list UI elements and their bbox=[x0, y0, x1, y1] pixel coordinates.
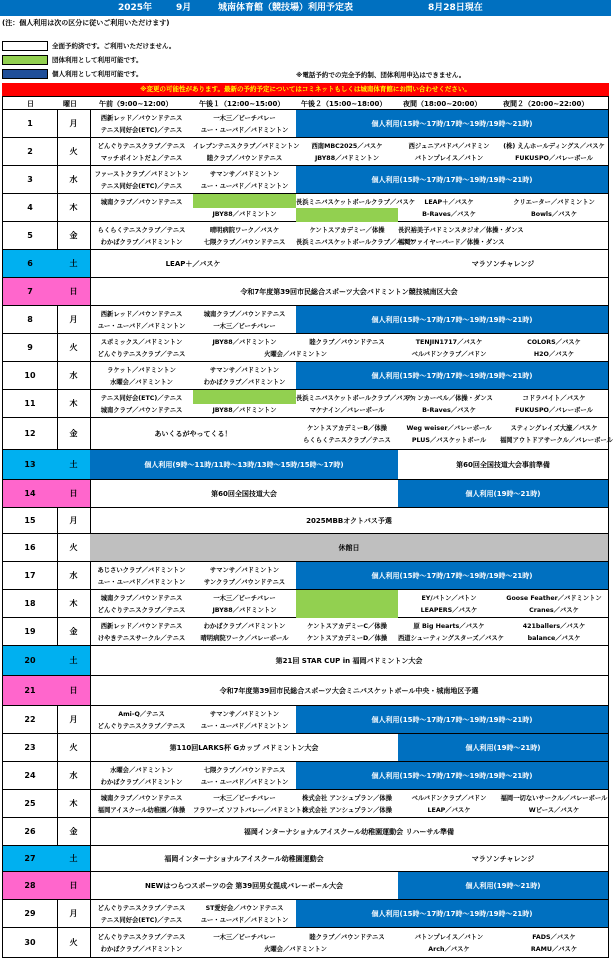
night-booking: ティンカーベル／体操・ダンス bbox=[405, 395, 493, 402]
legend-swatch-reserved bbox=[2, 41, 48, 51]
title-as-of: 8月28日現在 bbox=[428, 3, 483, 13]
schedule-row-19 bbox=[2, 618, 609, 646]
col-night1: 夜間（18:00~20:00） bbox=[403, 100, 482, 108]
personal-use-night-block: 個人利用(19時～21時) bbox=[398, 734, 608, 761]
title-month: 9月 bbox=[176, 3, 192, 13]
col-night2: 夜間２（20:00~22:00） bbox=[503, 100, 589, 108]
personal-use-block: 個人利用(15時～17時/17時～19時/19時～21時) bbox=[296, 362, 608, 389]
event-morning-afternoon: あいくるがやってくる！ bbox=[154, 429, 232, 438]
weekday: 木 bbox=[57, 590, 91, 617]
weekday: 火 bbox=[57, 138, 91, 165]
schedule-row-3 bbox=[2, 166, 609, 194]
schedule-row-20 bbox=[2, 646, 609, 676]
afternoon1-booking: 一木三／ビーチバレー bbox=[213, 595, 276, 602]
morning-booking: わかばクラブ／バドミントン bbox=[100, 239, 183, 246]
all-day-event: 休館日 bbox=[90, 534, 608, 561]
weekday: 月 bbox=[57, 110, 91, 137]
schedule-row-25 bbox=[2, 790, 609, 818]
schedule-row-22 bbox=[2, 706, 609, 734]
morning-booking: らくらくテニスクラブ／テニス bbox=[97, 227, 186, 234]
afternoon2-booking: 長浜ミニバスケットボールクラブ／バスケ bbox=[296, 199, 416, 206]
schedule-row-17 bbox=[2, 562, 609, 590]
afternoon1-booking: サンクラブ／バウンドテニス bbox=[203, 579, 286, 586]
afternoon1-booking: ST愛好会／バウンドテニス bbox=[205, 905, 284, 912]
afternoon2-booking: 長浜ミニバスケットボールクラブ／バスケ bbox=[296, 395, 416, 402]
legend-swatch-personal bbox=[2, 69, 48, 79]
day-number: 20 bbox=[3, 646, 58, 675]
day-number: 28 bbox=[3, 872, 58, 899]
weekday: 金 bbox=[57, 818, 91, 845]
afternoon1-booking: サマンサ／バドミントン bbox=[209, 171, 280, 178]
day-number: 9 bbox=[3, 334, 58, 361]
col-afternoon1: 午後１（12:00~15:00） bbox=[199, 100, 285, 108]
all-day-event: 令和7年度第39回市民総合スポーツ大会バドミントン競技城南区大会 bbox=[240, 287, 458, 296]
schedule-row-13 bbox=[2, 450, 609, 480]
col-day: 日 bbox=[27, 100, 34, 108]
weekday: 土 bbox=[57, 250, 91, 277]
morning-booking: 城南クラブ／バウンドテニス bbox=[100, 199, 183, 206]
afternoon2-booking: 睦クラブ／バウンドテニス bbox=[309, 339, 385, 346]
afternoon2-booking: JBY88／バドミントン bbox=[314, 155, 380, 162]
weekday: 火 bbox=[57, 734, 91, 761]
day-number: 8 bbox=[3, 306, 58, 333]
night2-booking: 421ballers／バスケ bbox=[522, 623, 586, 630]
day-number: 26 bbox=[3, 818, 58, 845]
morning-booking: テニス同好会(ETC)／テニス bbox=[100, 917, 183, 924]
day-number: 5 bbox=[3, 222, 58, 249]
night1-booking: B-Raves／バスケ bbox=[422, 407, 476, 414]
afternoon1-booking: フラワーズ ソフトバレー／バドミントン bbox=[193, 807, 308, 814]
afternoon1-booking: JBY88／バドミントン bbox=[212, 407, 277, 414]
schedule-row-4 bbox=[2, 194, 609, 222]
col-afternoon2: 午後２（15:00~18:00） bbox=[301, 100, 387, 108]
schedule-row-14 bbox=[2, 480, 609, 508]
morning-booking: あじさいクラブ／バドミントン bbox=[97, 567, 186, 574]
weekday: 土 bbox=[57, 646, 91, 675]
night2-booking: Goose Feather／バドミントン bbox=[506, 595, 602, 602]
weekday: 月 bbox=[57, 306, 91, 333]
afternoon1-booking: サマンサ／バドミントン bbox=[209, 367, 280, 374]
weekday: 水 bbox=[57, 166, 91, 193]
group-available-cell bbox=[296, 604, 398, 618]
afternoon1-booking: ユー・ユーバド／バドミントン bbox=[200, 723, 289, 730]
afternoon2-booking: 長浜ミニバスケットボールクラブ／バスケ bbox=[296, 239, 416, 246]
weekday: 日 bbox=[57, 872, 91, 899]
afternoon1-booking: 晴明病院ワーク／バレーボール bbox=[200, 635, 289, 642]
morning-booking: ファーストクラブ／バドミントン bbox=[94, 171, 189, 178]
morning-booking: マッチポイントだよ／テニス bbox=[100, 155, 183, 162]
weekday: 月 bbox=[57, 900, 91, 927]
night1-booking: 西道シューティングスターズ／バスケ bbox=[398, 635, 504, 642]
usage-note: (注：個人利用は次の区分に従いご利用いただけます) bbox=[2, 19, 170, 27]
schedule-row-30 bbox=[2, 928, 609, 958]
change-alert: ※変更の可能性があります。最新の予約予定についてはコミネットもしくは城南体育館にお問い合わせください。 bbox=[2, 83, 609, 96]
afternoon1-booking: JBY88／バドミントン bbox=[212, 339, 277, 346]
weekday: 火 bbox=[57, 534, 91, 561]
night1-booking: ベルバドンクラブ／バドン bbox=[411, 351, 487, 358]
weekday: 日 bbox=[57, 676, 91, 705]
night2-booking: balance／バスケ bbox=[527, 635, 581, 642]
afternoon2-booking: ケントスアカデミーD／体操 bbox=[306, 635, 388, 642]
weekday: 日 bbox=[57, 278, 91, 305]
weekday: 土 bbox=[57, 846, 91, 871]
night1-booking: Arch／バスケ bbox=[428, 946, 470, 953]
morning-booking: 水曜会／バドミントン bbox=[110, 767, 173, 774]
afternoon2-booking: 睦クラブ／バウンドテニス bbox=[309, 934, 385, 941]
weekday: 水 bbox=[57, 762, 91, 789]
personal-use-block: 個人利用(15時～17時/17時～19時/19時～21時) bbox=[296, 306, 608, 333]
night2-booking: COLORS／バスケ bbox=[527, 339, 581, 346]
schedule-row-24 bbox=[2, 762, 609, 790]
weekday: 水 bbox=[57, 562, 91, 589]
afternoon1-booking: JBY88／バドミントン bbox=[212, 211, 277, 218]
afternoon1-booking: サマンサ／バドミントン bbox=[209, 567, 280, 574]
day-number: 1 bbox=[3, 110, 58, 137]
night1-booking: 福岡ファイヤーバード／体操・ダンス bbox=[398, 239, 505, 246]
afternoon-booking: 火曜会／バドミントン bbox=[264, 351, 327, 358]
night1-booking: 西ジュニアバドバ／バドミン bbox=[408, 143, 490, 150]
weekday: 金 bbox=[57, 418, 91, 449]
night2-booking: 福岡一切ないサークル／バレーボール bbox=[500, 795, 608, 802]
night1-booking: LEAP＋／バスケ bbox=[424, 199, 474, 206]
afternoon1-booking: JBY88／バドミントン bbox=[212, 607, 277, 614]
night-booking: 原 Big Hearts／バスケ bbox=[413, 623, 485, 630]
night1-booking: PLUS／バスケットボール bbox=[411, 437, 487, 444]
all-day-event: 第21回 STAR CUP in 福岡バドミントン大会 bbox=[275, 656, 423, 665]
event-daytime: 福岡インターナショナルアイスクール幼稚園運動会 bbox=[164, 854, 324, 863]
schedule-row-2 bbox=[2, 138, 609, 166]
weekday: 水 bbox=[57, 362, 91, 389]
afternoon2-booking: ケントスアカデミーC／体操 bbox=[307, 623, 387, 630]
morning-booking: わかばクラブ／バドミントン bbox=[100, 946, 183, 953]
personal-use-block: 個人利用(15時～17時/17時～19時/19時～21時) bbox=[296, 706, 608, 733]
afternoon1-booking: 一木三／ビーチバレー bbox=[213, 795, 276, 802]
morning-booking: 福岡アイスクール幼稚園／体操 bbox=[97, 807, 186, 814]
schedule-row-16 bbox=[2, 534, 609, 562]
afternoon1-booking: 城南クラブ／バウンドテニス bbox=[203, 311, 286, 318]
day-number: 12 bbox=[3, 418, 58, 449]
personal-use-day-block: 個人利用(9時～11時/11時～13時/13時～15時/15時～17時) bbox=[90, 450, 398, 479]
day-number: 18 bbox=[3, 590, 58, 617]
schedule-row-26 bbox=[2, 818, 609, 846]
schedule-row-10 bbox=[2, 362, 609, 390]
table-header bbox=[2, 96, 609, 110]
afternoon2-booking: 株式会社 アンシュプラン／体操 bbox=[302, 807, 392, 814]
afternoon1-booking: わかばクラブ／バドミントン bbox=[203, 379, 286, 386]
morning-booking: どんぐりテニスクラブ／テニス bbox=[97, 607, 186, 614]
day-number: 23 bbox=[3, 734, 58, 761]
day-number: 14 bbox=[3, 480, 58, 507]
afternoon1-booking: ユー・ユーバド／バドミントン bbox=[200, 183, 289, 190]
morning-booking: どんぐりテニスクラブ／テニス bbox=[97, 723, 186, 730]
afternoon1-booking: イレブンテニスクラブ／バドミントン bbox=[193, 143, 300, 150]
day-number: 7 bbox=[3, 278, 58, 305]
event-daytime: 第60回全国技道大会 bbox=[211, 489, 277, 498]
day-number: 2 bbox=[3, 138, 58, 165]
night1-booking: 長沢裕美子バドミンスタジオ／体操・ダンス bbox=[398, 227, 524, 234]
col-morning: 午前（9:00~12:00） bbox=[99, 100, 173, 108]
morning-booking: どんぐりテニスクラブ／テニス bbox=[97, 905, 186, 912]
event-daytime: 第110回LARKS杯 Gカップ バドミントン大会 bbox=[169, 743, 319, 752]
night1-booking: EY/バトン／バトン bbox=[421, 595, 477, 602]
group-available-cell bbox=[296, 590, 398, 604]
night1-booking: LEAPERS／バスケ bbox=[420, 607, 478, 614]
legend-text-group: 団体利用として利用可能です。 bbox=[52, 56, 143, 64]
day-number: 11 bbox=[3, 390, 58, 417]
afternoon1-booking: ユー・ユーバド／バドミントン bbox=[200, 779, 289, 786]
personal-use-night-block: 個人利用(19時～21時) bbox=[398, 872, 608, 899]
all-day-event: 令和7年度第39回市民総合スポーツ大会ミニバスケットボール中央・城南地区予選 bbox=[219, 686, 479, 695]
afternoon1-booking: ユー・ユーバド／バドミントン bbox=[200, 127, 289, 134]
morning-booking: 西新レッド／バウンドテニス bbox=[100, 623, 183, 630]
schedule-row-18 bbox=[2, 590, 609, 618]
all-day-event: 福岡インターナショナルアイスクール幼稚園運動会 リハーサル準備 bbox=[243, 827, 455, 836]
night1-booking: バトンプレイス／バトン bbox=[414, 155, 484, 162]
day-number: 16 bbox=[3, 534, 58, 561]
night1-booking: バトンプレイス／バトン bbox=[414, 934, 484, 941]
day-number: 21 bbox=[3, 676, 58, 705]
afternoon1-booking: ユー・ユーバド／バドミントン bbox=[200, 917, 289, 924]
personal-use-night-block: 個人利用(19時～21時) bbox=[398, 480, 608, 507]
afternoon1-booking: 一木三／ビーチバレー bbox=[213, 323, 276, 330]
night2-booking: FUKUSPO／バレーボール bbox=[515, 155, 593, 162]
all-day-event: 2025MBBオクトバス予選 bbox=[306, 516, 392, 525]
afternoon1-booking: 晴明病院ワーク／バスケ bbox=[209, 227, 280, 234]
weekday: 木 bbox=[57, 194, 91, 221]
weekday: 火 bbox=[57, 334, 91, 361]
morning-booking: どんぐりテニスクラブ／テニス bbox=[97, 143, 186, 150]
personal-use-block: 個人利用(15時～17時/17時～19時/19時～21時) bbox=[296, 110, 608, 137]
day-number: 3 bbox=[3, 166, 58, 193]
title-year: 2025年 bbox=[118, 3, 153, 13]
day-number: 24 bbox=[3, 762, 58, 789]
afternoon1-booking: サマンサ／バドミントン bbox=[209, 711, 280, 718]
morning-booking: 西新レッド／バウンドテニス bbox=[100, 311, 183, 318]
personal-use-block: 個人利用(15時～17時/17時～19時/19時～21時) bbox=[296, 762, 608, 789]
morning-booking: 城南クラブ／バウンドテニス bbox=[100, 795, 183, 802]
event-night: マラソンチャレンジ bbox=[471, 854, 535, 863]
day-number: 17 bbox=[3, 562, 58, 589]
weekday: 土 bbox=[57, 450, 91, 479]
schedule-row-9 bbox=[2, 334, 609, 362]
personal-use-block: 個人利用(15時～17時/17時～19時/19時～21時) bbox=[296, 562, 608, 589]
schedule-row-6 bbox=[2, 250, 609, 278]
night1-booking: ベルバドンクラブ／バドン bbox=[411, 795, 487, 802]
night2-booking: Bowls／バスケ bbox=[530, 211, 578, 218]
afternoon1-booking: 一木三／ビーチバレー bbox=[213, 115, 276, 122]
schedule-row-21 bbox=[2, 676, 609, 706]
night2-booking: RAMU／バスケ bbox=[530, 946, 578, 953]
schedule-row-28 bbox=[2, 872, 609, 900]
afternoon1-booking: 七隈クラブ／バウンドテニス bbox=[203, 767, 286, 774]
weekday: 日 bbox=[57, 480, 91, 507]
weekday: 月 bbox=[57, 706, 91, 733]
afternoon2-booking: 西南MBC2025／バスケ bbox=[311, 143, 383, 150]
night2-booking: FADS／バスケ bbox=[532, 934, 576, 941]
afternoon2-booking: らくらくテニスクラブ／テニス bbox=[303, 437, 391, 444]
afternoon1-booking: 睦クラブ／バウンドテニス bbox=[206, 155, 283, 162]
day-number: 27 bbox=[3, 846, 58, 871]
day-number: 15 bbox=[3, 508, 58, 533]
night2-booking: コドラバイト／バスケ bbox=[522, 395, 586, 402]
afternoon-booking: 火曜会／バドミントン bbox=[264, 946, 327, 953]
morning-booking: どんぐりテニスクラブ／テニス bbox=[97, 934, 186, 941]
night2-booking: (株) えんホールディングス／バスケ bbox=[503, 143, 605, 150]
morning-booking: ラケット／バドミントン bbox=[107, 367, 176, 374]
afternoon1-booking: 一木三／ビーチバレー bbox=[213, 934, 276, 941]
legend-text-reserved: 全面予約済です。ご利用いただけません。 bbox=[52, 42, 176, 50]
night2-booking: 福岡アウトドアサークル／バレーボール bbox=[500, 437, 613, 444]
col-weekday: 曜日 bbox=[63, 100, 77, 108]
phone-note: ※電話予約での完全予約制、団体利用申込はできません。 bbox=[296, 71, 466, 79]
group-available-cell bbox=[296, 208, 398, 222]
event-daytime: NEWはつらつスポーツの会 第39回男女混成バレーボール大会 bbox=[144, 881, 344, 890]
schedule-row-23 bbox=[2, 734, 609, 762]
morning-booking: スポミックス／バドミントン bbox=[100, 339, 183, 346]
day-number: 10 bbox=[3, 362, 58, 389]
morning-booking: 城南クラブ／バウンドテニス bbox=[100, 595, 183, 602]
day-number: 19 bbox=[3, 618, 58, 645]
afternoon2-booking: ケントスアカデミーB／体操 bbox=[307, 425, 387, 432]
night2-booking: スティングレイズ大濠／バスケ bbox=[510, 425, 598, 432]
weekday: 木 bbox=[57, 790, 91, 817]
morning-booking: テニス同好会(ETC)／テニス bbox=[100, 183, 183, 190]
afternoon2-booking: 株式会社 アンシュプラン／体操 bbox=[302, 795, 392, 802]
schedule-row-7 bbox=[2, 278, 609, 306]
event-night: 第60回全国技道大会事前準備 bbox=[456, 460, 550, 469]
morning-booking: 城南クラブ／バウンドテニス bbox=[100, 407, 183, 414]
event-night: マラソンチャレンジ bbox=[471, 259, 535, 268]
legend-swatch-group bbox=[2, 55, 48, 65]
group-available-cell bbox=[193, 390, 296, 404]
personal-use-block: 個人利用(15時～17時/17時～19時/19時～21時) bbox=[296, 900, 608, 927]
night2-booking: FUKUSPO／バレーボール bbox=[515, 407, 593, 414]
night-booking: Weg weiser／バレーボール bbox=[406, 425, 492, 432]
afternoon2-booking: マケナイン／バレーボール bbox=[309, 407, 385, 414]
weekday: 月 bbox=[57, 508, 91, 533]
afternoon1-booking: 七隈クラブ／バウンドテニス bbox=[203, 239, 286, 246]
schedule-row-27 bbox=[2, 846, 609, 872]
night1-booking: LEAP／バスケ bbox=[427, 807, 471, 814]
title-bar bbox=[0, 0, 611, 16]
morning-booking: テニス同好会(ETC)／テニス bbox=[100, 127, 183, 134]
schedule-row-1 bbox=[2, 110, 609, 138]
night2-booking: クリエーター／バドミントン bbox=[513, 199, 595, 206]
personal-use-block: 個人利用(15時～17時/17時～19時/19時～21時) bbox=[296, 166, 608, 193]
night2-booking: Cranes／バスケ bbox=[529, 607, 579, 614]
morning-booking: どんぐりテニスクラブ／テニス bbox=[97, 351, 186, 358]
weekday: 金 bbox=[57, 222, 91, 249]
afternoon1-booking: わかばクラブ／バドミントン bbox=[203, 623, 286, 630]
night1-booking: B-Raves／バスケ bbox=[422, 211, 476, 218]
night1-booking: TENJIN1717／バスケ bbox=[415, 339, 483, 346]
day-number: 30 bbox=[3, 928, 58, 957]
morning-booking: わかばクラブ／バドミントン bbox=[100, 779, 183, 786]
weekday: 金 bbox=[57, 618, 91, 645]
group-available-cell bbox=[193, 194, 296, 208]
night2-booking: H2O／バスケ bbox=[533, 351, 575, 358]
title-facility: 城南体育館（競技場）利用予定表 bbox=[218, 3, 354, 13]
weekday: 木 bbox=[57, 390, 91, 417]
morning-booking: ユー・ユーバド／バドミントン bbox=[97, 579, 186, 586]
schedule-row-11 bbox=[2, 390, 609, 418]
day-number: 22 bbox=[3, 706, 58, 733]
event-morning-afternoon: LEAP＋／バスケ bbox=[165, 259, 221, 268]
day-number: 13 bbox=[3, 450, 58, 479]
day-number: 25 bbox=[3, 790, 58, 817]
legend-text-personal: 個人利用として利用可能です。 bbox=[52, 70, 143, 78]
morning-booking: 西新レッド／バウンドテニス bbox=[100, 115, 183, 122]
night2-booking: Wビース／バスケ bbox=[528, 807, 580, 814]
day-number: 4 bbox=[3, 194, 58, 221]
weekday: 火 bbox=[57, 928, 91, 957]
afternoon2-booking: ケントスアカデミー／体操 bbox=[309, 227, 385, 234]
morning-booking: 水曜会／バドミントン bbox=[110, 379, 173, 386]
morning-booking: Ami-Q／テニス bbox=[118, 711, 165, 718]
morning-booking: けやきテニスサークル／テニス bbox=[97, 635, 186, 642]
schedule-row-12 bbox=[2, 418, 613, 450]
morning-booking: テニス同好会(ETC)／テニス bbox=[100, 395, 183, 402]
schedule-row-15 bbox=[2, 508, 609, 534]
schedule-row-5 bbox=[2, 222, 609, 250]
morning-booking: ユー・ユーバド／バドミントン bbox=[97, 323, 186, 330]
day-number: 29 bbox=[3, 900, 58, 927]
day-number: 6 bbox=[3, 250, 58, 277]
schedule-row-29 bbox=[2, 900, 609, 928]
schedule-row-8 bbox=[2, 306, 609, 334]
